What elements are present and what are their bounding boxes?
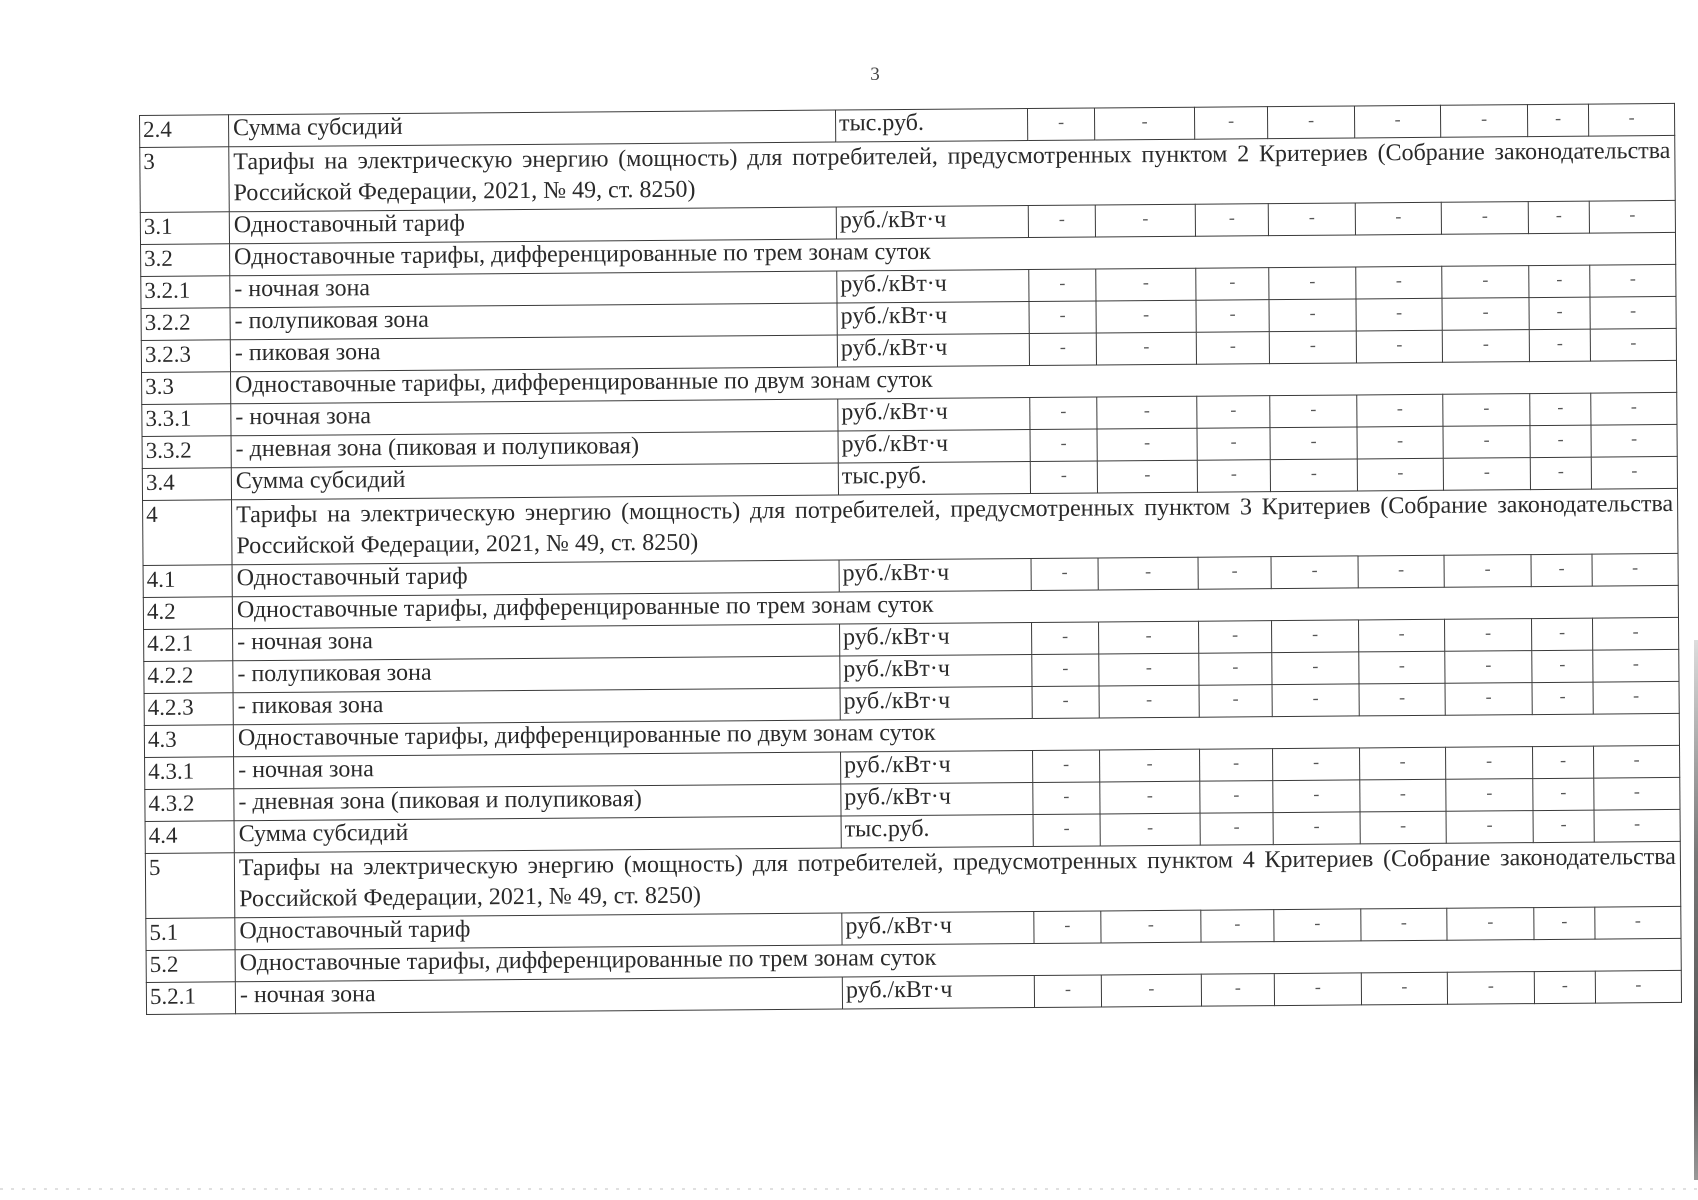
row-unit: тыс.руб. bbox=[841, 815, 1033, 849]
row-number: 3.2.1 bbox=[141, 276, 230, 309]
row-label: Одноставочные тарифы, дифференцированные по трем зонам суток bbox=[235, 938, 1681, 981]
row-unit: руб./кВт·ч bbox=[837, 302, 1029, 336]
value-cell: - bbox=[1201, 974, 1274, 1007]
value-cell: - bbox=[1532, 650, 1593, 682]
value-cell: - bbox=[1200, 749, 1273, 782]
value-cell: - bbox=[1271, 556, 1358, 589]
value-cell: - bbox=[1533, 778, 1594, 810]
row-label: - пиковая зона bbox=[230, 335, 837, 372]
row-label: Сумма субсидий bbox=[234, 816, 841, 853]
value-cell: - bbox=[1097, 428, 1197, 461]
row-unit: руб./кВт·ч bbox=[839, 559, 1031, 593]
value-cell: - bbox=[1527, 104, 1588, 136]
row-number: 4.2.3 bbox=[144, 693, 233, 726]
row-label: - полупиковая зона bbox=[233, 656, 840, 693]
value-cell: - bbox=[1269, 267, 1356, 300]
row-unit: руб./кВт·ч bbox=[838, 398, 1030, 432]
value-cell: - bbox=[1033, 750, 1100, 783]
row-unit: руб./кВт·ч bbox=[840, 687, 1032, 721]
value-cell: - bbox=[1273, 812, 1360, 845]
row-label: - ночная зона bbox=[230, 271, 837, 308]
value-cell: - bbox=[1197, 396, 1270, 429]
value-cell: - bbox=[1270, 459, 1357, 492]
value-cell: - bbox=[1354, 105, 1440, 138]
value-cell: - bbox=[1446, 811, 1533, 844]
row-number: 4 bbox=[143, 500, 233, 566]
row-label: - пиковая зона bbox=[233, 688, 840, 725]
value-cell: - bbox=[1442, 266, 1529, 299]
value-cell: - bbox=[1096, 332, 1196, 365]
value-cell: - bbox=[1528, 201, 1589, 233]
value-cell: - bbox=[1032, 686, 1099, 719]
value-cell: - bbox=[1197, 428, 1270, 461]
section-row bbox=[145, 841, 1680, 918]
value-cell: - bbox=[1443, 458, 1530, 491]
value-cell: - bbox=[1530, 425, 1591, 457]
value-cell: - bbox=[1201, 910, 1274, 943]
value-cell: - bbox=[1594, 809, 1680, 842]
value-cell: - bbox=[1194, 107, 1267, 140]
value-cell: - bbox=[1095, 204, 1195, 237]
row-number: 4.1 bbox=[143, 565, 232, 598]
value-cell: - bbox=[1592, 617, 1678, 650]
value-cell: - bbox=[1096, 268, 1196, 301]
value-cell: - bbox=[1101, 974, 1201, 1007]
value-cell: - bbox=[1272, 684, 1359, 717]
row-unit: руб./кВт·ч bbox=[842, 975, 1034, 1009]
row-unit: руб./кВт·ч bbox=[838, 430, 1030, 464]
value-cell: - bbox=[1034, 911, 1101, 944]
value-cell: - bbox=[1443, 426, 1530, 459]
value-cell: - bbox=[1100, 781, 1200, 814]
value-cell: - bbox=[1446, 779, 1533, 812]
value-cell: - bbox=[1274, 973, 1361, 1006]
value-cell: - bbox=[1445, 619, 1532, 652]
value-cell: - bbox=[1356, 330, 1442, 363]
value-cell: - bbox=[1198, 557, 1271, 590]
value-cell: - bbox=[1269, 331, 1356, 364]
value-cell: - bbox=[1533, 746, 1594, 778]
value-cell: - bbox=[1032, 622, 1099, 655]
value-cell: - bbox=[1358, 555, 1444, 588]
row-number: 4.3 bbox=[144, 725, 233, 758]
value-cell: - bbox=[1267, 106, 1354, 139]
section-row bbox=[143, 488, 1678, 565]
row-unit: тыс.руб. bbox=[838, 462, 1030, 496]
value-cell: - bbox=[1029, 269, 1096, 302]
value-cell: - bbox=[1100, 813, 1200, 846]
value-cell: - bbox=[1355, 202, 1441, 235]
row-label: Одноставочные тарифы, дифференцированные по трем зонам суток bbox=[230, 232, 1676, 275]
value-cell: - bbox=[1199, 653, 1272, 686]
value-cell: - bbox=[1270, 427, 1357, 460]
value-cell: - bbox=[1200, 813, 1273, 846]
value-cell: - bbox=[1447, 972, 1534, 1005]
value-cell: - bbox=[1099, 685, 1199, 718]
value-cell: - bbox=[1356, 266, 1442, 299]
table-body bbox=[140, 103, 1682, 1014]
value-cell: - bbox=[1445, 683, 1532, 716]
value-cell: - bbox=[1590, 264, 1676, 297]
row-number: 3.3 bbox=[142, 372, 231, 405]
row-label: Тарифы на электрическую энергию (мощность) для потребителей, предусмотренных пунктом 3 Критериев (Собрание законодательства Российской Федерации, 2021, № 49, ст. 8250) bbox=[232, 488, 1678, 564]
value-cell: - bbox=[1593, 681, 1679, 714]
row-number: 3.2.3 bbox=[141, 340, 230, 373]
row-label: Одноставочные тарифы, дифференцированные по двум зонам суток bbox=[233, 713, 1679, 756]
value-cell: - bbox=[1196, 332, 1269, 365]
row-number: 3 bbox=[140, 147, 230, 213]
value-cell: - bbox=[1034, 975, 1101, 1008]
row-unit: руб./кВт·ч bbox=[837, 334, 1029, 368]
row-unit: руб./кВт·ч bbox=[837, 270, 1029, 304]
row-unit: руб./кВт·ч bbox=[842, 911, 1034, 945]
value-cell: - bbox=[1030, 429, 1097, 462]
value-cell: - bbox=[1360, 811, 1446, 844]
value-cell: - bbox=[1270, 395, 1357, 428]
row-number: 5.2.1 bbox=[146, 982, 235, 1015]
value-cell: - bbox=[1589, 200, 1675, 233]
row-label: - полупиковая зона bbox=[230, 303, 837, 340]
value-cell: - bbox=[1272, 620, 1359, 653]
value-cell: - bbox=[1530, 457, 1591, 489]
value-cell: - bbox=[1595, 906, 1681, 939]
value-cell: - bbox=[1101, 910, 1201, 943]
row-label: - ночная зона bbox=[233, 624, 840, 661]
value-cell: - bbox=[1196, 268, 1269, 301]
value-cell: - bbox=[1033, 814, 1100, 847]
value-cell: - bbox=[1534, 971, 1595, 1003]
value-cell: - bbox=[1590, 296, 1676, 329]
value-cell: - bbox=[1441, 202, 1528, 235]
value-cell: - bbox=[1443, 394, 1530, 427]
value-cell: - bbox=[1030, 461, 1097, 494]
value-cell: - bbox=[1591, 392, 1677, 425]
value-cell: - bbox=[1534, 907, 1595, 939]
row-number: 5.2 bbox=[146, 950, 235, 983]
row-unit: руб./кВт·ч bbox=[840, 623, 1032, 657]
value-cell: - bbox=[1529, 297, 1590, 329]
row-number: 4.2.2 bbox=[144, 661, 233, 694]
value-cell: - bbox=[1593, 649, 1679, 682]
row-number: 4.3.1 bbox=[145, 757, 234, 790]
value-cell: - bbox=[1199, 621, 1272, 654]
row-label: Одноставочные тарифы, дифференцированные по двум зонам суток bbox=[231, 360, 1677, 403]
value-cell: - bbox=[1591, 424, 1677, 457]
row-label: - ночная зона bbox=[234, 752, 841, 789]
value-cell: - bbox=[1268, 203, 1355, 236]
row-label: Тарифы на электрическую энергию (мощность) для потребителей, предусмотренных пунктом 2 Критериев (Собрание законодательства Российской Федерации, 2021, № 49, ст. 8250) bbox=[229, 135, 1675, 211]
row-number: 3.4 bbox=[142, 468, 231, 501]
row-label: Одноставочные тарифы, дифференцированные по трем зонам суток bbox=[232, 585, 1678, 628]
value-cell: - bbox=[1445, 651, 1532, 684]
value-cell: - bbox=[1444, 555, 1531, 588]
value-cell: - bbox=[1031, 558, 1098, 591]
row-label: Одноставочный тариф bbox=[235, 913, 842, 950]
value-cell: - bbox=[1029, 333, 1096, 366]
value-cell: - bbox=[1595, 970, 1681, 1003]
value-cell: - bbox=[1530, 393, 1591, 425]
value-cell: - bbox=[1200, 781, 1273, 814]
row-label: Сумма субсидий bbox=[229, 110, 836, 147]
value-cell: - bbox=[1097, 460, 1197, 493]
scan-noise-line bbox=[0, 1188, 1698, 1190]
value-cell: - bbox=[1030, 397, 1097, 430]
value-cell: - bbox=[1531, 618, 1592, 650]
row-label: Одноставочный тариф bbox=[229, 207, 836, 244]
value-cell: - bbox=[1533, 810, 1594, 842]
value-cell: - bbox=[1033, 782, 1100, 815]
value-cell: - bbox=[1094, 107, 1194, 140]
value-cell: - bbox=[1097, 396, 1197, 429]
row-label: Тарифы на электрическую энергию (мощность) для потребителей, предусмотренных пунктом 4 Критериев (Собрание законодательства Российской Федерации, 2021, № 49, ст. 8250) bbox=[234, 841, 1680, 917]
row-number: 4.2.1 bbox=[144, 629, 233, 662]
value-cell: - bbox=[1199, 685, 1272, 718]
value-cell: - bbox=[1531, 554, 1592, 586]
value-cell: - bbox=[1273, 748, 1360, 781]
value-cell: - bbox=[1028, 205, 1095, 238]
value-cell: - bbox=[1269, 299, 1356, 332]
value-cell: - bbox=[1196, 300, 1269, 333]
value-cell: - bbox=[1029, 301, 1096, 334]
row-number: 5.1 bbox=[146, 918, 235, 951]
value-cell: - bbox=[1440, 105, 1527, 138]
value-cell: - bbox=[1447, 908, 1534, 941]
value-cell: - bbox=[1594, 745, 1680, 778]
value-cell: - bbox=[1529, 265, 1590, 297]
value-cell: - bbox=[1098, 557, 1198, 590]
value-cell: - bbox=[1359, 651, 1445, 684]
value-cell: - bbox=[1027, 108, 1094, 141]
row-number: 4.2 bbox=[143, 597, 232, 630]
value-cell: - bbox=[1594, 777, 1680, 810]
row-unit: руб./кВт·ч bbox=[836, 206, 1028, 240]
value-cell: - bbox=[1197, 460, 1270, 493]
value-cell: - bbox=[1592, 553, 1678, 586]
value-cell: - bbox=[1360, 747, 1446, 780]
value-cell: - bbox=[1588, 103, 1674, 136]
scan-edge-mark bbox=[1694, 640, 1698, 1180]
value-cell: - bbox=[1195, 204, 1268, 237]
row-unit: руб./кВт·ч bbox=[841, 783, 1033, 817]
row-number: 3.1 bbox=[140, 212, 229, 245]
page-number: 3 bbox=[870, 64, 880, 85]
value-cell: - bbox=[1096, 300, 1196, 333]
row-number: 4.4 bbox=[145, 821, 234, 854]
value-cell: - bbox=[1532, 682, 1593, 714]
row-number: 5 bbox=[145, 853, 235, 919]
value-cell: - bbox=[1357, 394, 1443, 427]
value-cell: - bbox=[1361, 972, 1447, 1005]
value-cell: - bbox=[1359, 619, 1445, 652]
row-label: - ночная зона bbox=[231, 399, 838, 436]
value-cell: - bbox=[1591, 456, 1677, 489]
row-unit: тыс.руб. bbox=[835, 109, 1027, 143]
value-cell: - bbox=[1357, 458, 1443, 491]
row-label: Сумма субсидий bbox=[231, 463, 838, 500]
row-unit: руб./кВт·ч bbox=[840, 655, 1032, 689]
row-label: - ночная зона bbox=[235, 977, 842, 1014]
value-cell: - bbox=[1099, 653, 1199, 686]
value-cell: - bbox=[1442, 330, 1529, 363]
row-number: 4.3.2 bbox=[145, 789, 234, 822]
value-cell: - bbox=[1357, 426, 1443, 459]
value-cell: - bbox=[1361, 908, 1447, 941]
value-cell: - bbox=[1100, 749, 1200, 782]
value-cell: - bbox=[1360, 779, 1446, 812]
value-cell: - bbox=[1273, 780, 1360, 813]
section-row bbox=[140, 135, 1675, 212]
value-cell: - bbox=[1032, 654, 1099, 687]
value-cell: - bbox=[1590, 328, 1676, 361]
row-label: - дневная зона (пиковая и полупиковая) bbox=[231, 431, 838, 468]
tariff-table bbox=[139, 103, 1682, 1015]
row-number: 3.2 bbox=[141, 244, 230, 277]
value-cell: - bbox=[1442, 298, 1529, 331]
value-cell: - bbox=[1274, 909, 1361, 942]
row-number: 3.2.2 bbox=[141, 308, 230, 341]
row-label: Одноставочный тариф bbox=[232, 560, 839, 597]
value-cell: - bbox=[1529, 329, 1590, 361]
value-cell: - bbox=[1359, 683, 1445, 716]
row-number: 3.3.2 bbox=[142, 436, 231, 469]
value-cell: - bbox=[1272, 652, 1359, 685]
row-label: - дневная зона (пиковая и полупиковая) bbox=[234, 784, 841, 821]
value-cell: - bbox=[1446, 747, 1533, 780]
row-number: 2.4 bbox=[140, 115, 229, 148]
row-unit: руб./кВт·ч bbox=[841, 751, 1033, 785]
row-number: 3.3.1 bbox=[142, 404, 231, 437]
value-cell: - bbox=[1356, 298, 1442, 331]
value-cell: - bbox=[1099, 621, 1199, 654]
